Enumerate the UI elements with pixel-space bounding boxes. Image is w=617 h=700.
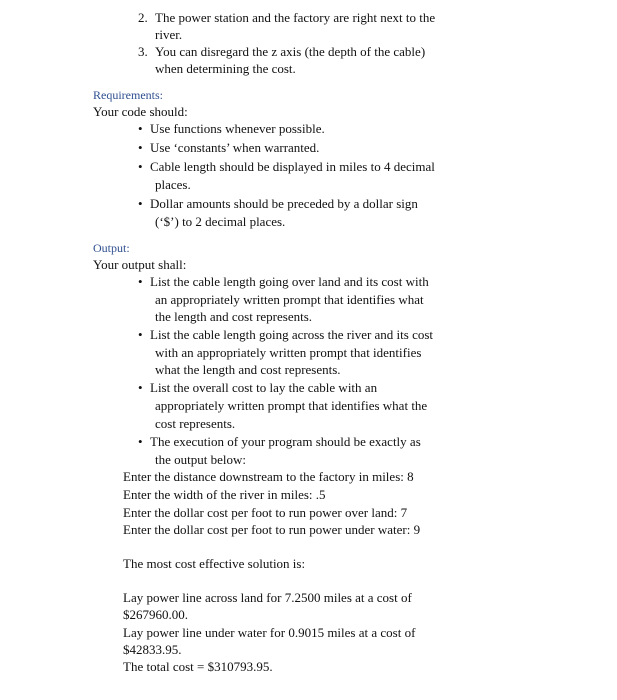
requirements-heading: Requirements: (93, 88, 163, 102)
sample-summary-header: The most cost effective solution is: (123, 556, 306, 571)
requirements-bullet-3-line-2: places. (155, 177, 191, 192)
output-bullet-1-line-1: List the cable length going over land and its cost with (150, 274, 429, 289)
output-bullet-2-line-2: with an appropriately written prompt that identifies (155, 345, 422, 360)
sample-result-land-cost: $267960.00. (123, 607, 188, 622)
bullet-dot: • (138, 121, 143, 136)
bullet-dot: • (138, 380, 143, 395)
item-2-line-1: The power station and the factory are right next to the (155, 10, 436, 25)
bullet-dot: • (138, 159, 143, 174)
item-3-number: 3. (138, 44, 148, 59)
output-bullet-3-line-2: appropriately written prompt that identifies what the (155, 398, 428, 413)
sample-prompt-distance: Enter the distance downstream to the factory in miles: 8 (123, 469, 414, 484)
requirements-bullet-3-line-1: Cable length should be displayed in miles to 4 decimal (150, 159, 435, 174)
bullet-dot: • (138, 196, 143, 211)
requirements-bullet-1: Use functions whenever possible. (150, 121, 325, 136)
output-heading: Output: (93, 241, 130, 255)
requirements-bullet-4-line-1: Dollar amounts should be preceded by a dollar sign (150, 196, 418, 211)
sample-result-total: The total cost = $310793.95. (123, 659, 273, 674)
output-bullet-4-line-2: the output below: (155, 452, 246, 467)
output-bullet-1-line-2: an appropriately written prompt that identifies what (155, 292, 424, 307)
bullet-dot: • (138, 140, 143, 155)
sample-prompt-land-cost: Enter the dollar cost per foot to run power over land: 7 (123, 505, 408, 520)
requirements-bullet-4-line-2: (‘$’) to 2 decimal places. (155, 214, 286, 229)
sample-result-water-cost: $42833.95. (123, 642, 182, 657)
output-bullet-2-line-1: List the cable length going across the river and its cost (150, 327, 434, 342)
output-bullet-2-line-3: what the length and cost represents. (155, 362, 341, 377)
output-bullet-4-line-1: The execution of your program should be exactly as (150, 434, 421, 449)
output-bullet-3-line-3: cost represents. (155, 416, 236, 431)
item-2-line-2: river. (155, 27, 183, 42)
item-3-line-2: when determining the cost. (155, 61, 296, 76)
requirements-intro: Your code should: (93, 104, 188, 119)
sample-prompt-width: Enter the width of the river in miles: .5 (123, 487, 326, 502)
sample-result-water: Lay power line under water for 0.9015 miles at a cost of (123, 625, 416, 640)
output-bullet-3-line-1: List the overall cost to lay the cable with an (150, 380, 378, 395)
requirements-bullet-2: Use ‘constants’ when warranted. (150, 140, 320, 155)
bullet-dot: • (138, 274, 143, 289)
item-2-number: 2. (138, 10, 148, 25)
sample-prompt-water-cost: Enter the dollar cost per foot to run power under water: 9 (123, 522, 421, 537)
bullet-dot: • (138, 434, 143, 449)
output-bullet-1-line-3: the length and cost represents. (155, 309, 313, 324)
sample-result-land: Lay power line across land for 7.2500 miles at a cost of (123, 590, 412, 605)
output-intro: Your output shall: (93, 257, 187, 272)
item-3-line-1: You can disregard the z axis (the depth of the cable) (155, 44, 426, 59)
bullet-dot: • (138, 327, 143, 342)
